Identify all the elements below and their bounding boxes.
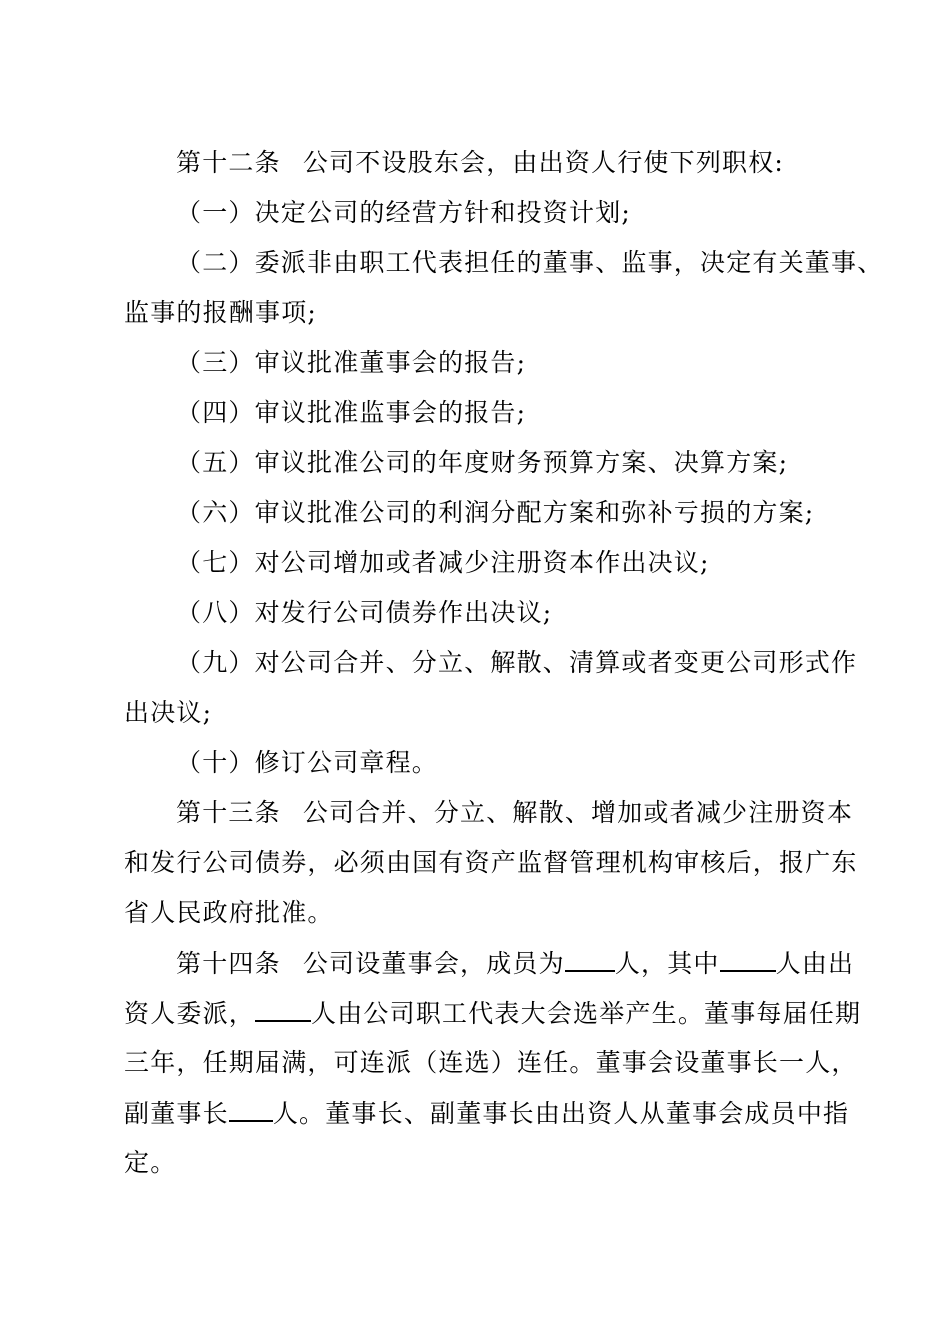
- article-12-item-4: （四）审议批准监事会的报告;: [176, 398, 527, 427]
- article-12-item-8: （八）对发行公司债券作出决议;: [176, 598, 553, 627]
- article-12-heading: 第十二条: [176, 148, 281, 177]
- article-14-line-5: 定。: [124, 1148, 177, 1177]
- blank-vice-chair-count: [229, 1098, 273, 1122]
- article-13-line-1: [176, 798, 853, 828]
- blank-elected-count: [255, 998, 311, 1022]
- article-12-item-2-cont: 监事的报酬事项;: [124, 298, 318, 327]
- article-14-text-4a: 副董事长: [124, 1099, 229, 1128]
- article-14-text-1c: 人由出: [775, 949, 855, 978]
- article-12-item-5: （五）审议批准公司的年度财务预算方案、决算方案;: [176, 448, 789, 477]
- article-14-text-1b: 人，其中: [614, 949, 720, 978]
- article-12-text: 公司不设股东会，由出资人行使下列职权:: [302, 148, 785, 177]
- article-14-line-4: [124, 1098, 849, 1129]
- article-14-heading: 第十四条: [176, 949, 281, 978]
- article-14-line-1: [176, 948, 854, 979]
- article-14-text-4b: 人。董事长、副董事长由出资人从董事会成员中指: [272, 1099, 850, 1128]
- article-12-item-9: （九）对公司合并、分立、解散、清算或者变更公司形式作: [176, 648, 858, 677]
- article-12-item-3: （三）审议批准董事会的报告;: [176, 348, 527, 377]
- article-14-line-3: 三年，任期届满，可连派（连选）连任。董事会设董事长一人，: [124, 1048, 858, 1077]
- article-13-line-3: 省人民政府批准。: [124, 898, 334, 927]
- article-14-text-2b: 人由公司职工代表大会选举产生。董事每届任期: [311, 999, 862, 1028]
- blank-appointed-count: [720, 948, 776, 972]
- article-13-line-2: 和发行公司债券，必须由国有资产监督管理机构审核后，报广东: [124, 848, 858, 877]
- article-14-text-2a: 资人委派，: [124, 999, 256, 1028]
- article-14-text-1a: 公司设董事会，成员为: [302, 949, 565, 978]
- article-12-item-9-cont: 出决议;: [124, 698, 213, 727]
- article-13-text-1: 公司合并、分立、解散、增加或者减少注册资本: [302, 798, 854, 827]
- article-14-line-2: [124, 998, 861, 1029]
- article-12-item-2: （二）委派非由职工代表担任的董事、监事，决定有关董事、: [176, 248, 884, 277]
- blank-board-size: [565, 948, 615, 972]
- article-12-item-10: （十）修订公司章程。: [176, 748, 439, 777]
- article-13-heading: 第十三条: [176, 798, 281, 827]
- article-12-item-6: （六）审议批准公司的利润分配方案和弥补亏损的方案;: [176, 498, 815, 527]
- article-12-line: [176, 148, 784, 178]
- article-12-item-1: （一）决定公司的经营方针和投资计划;: [176, 198, 632, 227]
- article-12-item-7: （七）对公司增加或者减少注册资本作出决议;: [176, 548, 710, 577]
